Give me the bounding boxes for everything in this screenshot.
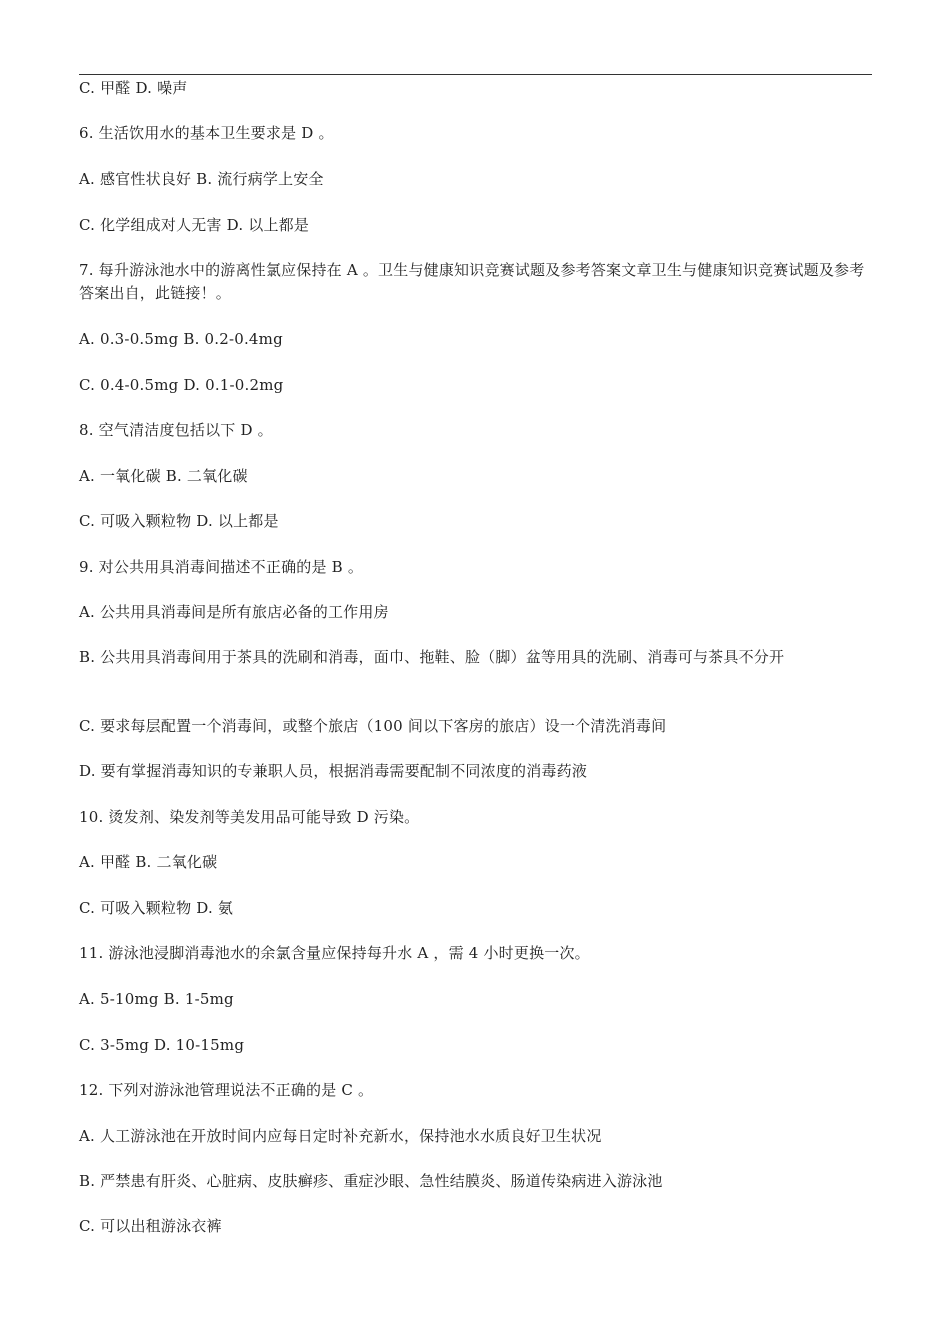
- answer-options-5-cd: C. 甲醛 D. 噪声: [79, 79, 188, 97]
- question-11-options-cd: C. 3-5mg D. 10-15mg: [79, 1036, 245, 1054]
- header-rule: [79, 74, 872, 75]
- question-7-options-ab: A. 0.3-0.5mg B. 0.2-0.4mg: [79, 330, 283, 348]
- question-12-option-b: B. 严禁患有肝炎、心脏病、皮肤癣疹、重症沙眼、急性结膜炎、肠道传染病进入游泳池: [79, 1172, 663, 1190]
- question-12-option-c: C. 可以出租游泳衣裤: [79, 1217, 222, 1235]
- question-9-option-d: D. 要有掌握消毒知识的专兼职人员，根据消毒需要配制不同浓度的消毒药液: [79, 762, 588, 780]
- question-6-options-ab: A. 感官性状良好 B. 流行病学上安全: [79, 170, 324, 188]
- question-7: 7. 每升游泳池水中的游离性氯应保持在 A 。卫生与健康知识竞赛试题及参考答案文章卫生与健康知识竞赛试题及参考答案出自，此链接！。: [79, 261, 865, 302]
- question-8-options-ab: A. 一氧化碳 B. 二氧化碳: [79, 467, 248, 485]
- question-8: 8. 空气清洁度包括以下 D 。: [79, 421, 273, 439]
- question-8-options-cd: C. 可吸入颗粒物 D. 以上都是: [79, 512, 279, 530]
- question-12-option-a: A. 人工游泳池在开放时间内应每日定时补充新水，保持池水水质良好卫生状况: [79, 1127, 602, 1145]
- question-10-options-cd: C. 可吸入颗粒物 D. 氨: [79, 899, 234, 917]
- question-11-options-ab: A. 5-10mg B. 1-5mg: [79, 990, 234, 1008]
- question-10: 10. 烫发剂、染发剂等美发用品可能导致 D 污染。: [79, 808, 420, 826]
- question-9-option-c: C. 要求每层配置一个消毒间，或整个旅店（100 间以下客房的旅店）设一个清洗消毒间: [79, 717, 667, 735]
- question-7-options-cd: C. 0.4-0.5mg D. 0.1-0.2mg: [79, 376, 284, 394]
- question-6-options-cd: C. 化学组成对人无害 D. 以上都是: [79, 216, 310, 234]
- question-9: 9. 对公共用具消毒间描述不正确的是 B 。: [79, 558, 364, 576]
- question-12: 12. 下列对游泳池管理说法不正确的是 C 。: [79, 1081, 374, 1099]
- question-11: 11. 游泳池浸脚消毒池水的余氯含量应保持每升水 A ，需 4 小时更换一次。: [79, 944, 590, 962]
- question-9-option-a: A. 公共用具消毒间是所有旅店必备的工作用房: [79, 603, 389, 621]
- question-6: 6. 生活饮用水的基本卫生要求是 D 。: [79, 124, 334, 142]
- question-10-options-ab: A. 甲醛 B. 二氧化碳: [79, 853, 218, 871]
- question-9-option-b: B. 公共用具消毒间用于茶具的洗刷和消毒，面巾、拖鞋、脸（脚）盆等用具的洗刷、消毒可与茶具不分开: [79, 648, 785, 666]
